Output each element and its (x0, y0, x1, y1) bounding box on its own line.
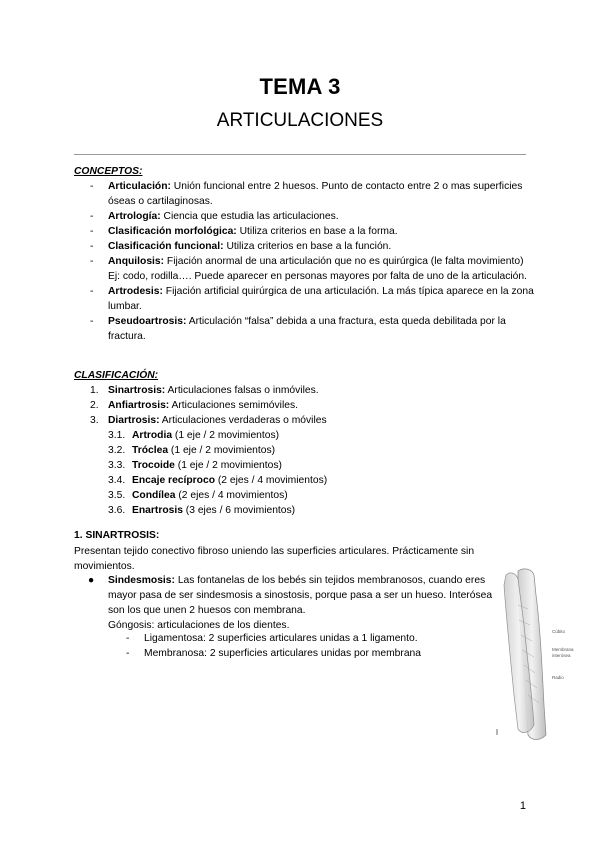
list-item: 1. Sinartrosis: Articulaciones falsas o inmóviles. (90, 385, 319, 396)
forearm-bones-figure (488, 565, 578, 743)
document-title: TEMA 3 (259, 74, 341, 99)
list-item: - Articulación: Unión funcional entre 2 huesos. Punto de contacto entre 2 o mas superficies óseas o cartilaginosas. (90, 181, 523, 207)
page-number: 1 (519, 800, 526, 812)
sindesmosis-bullet: ● Sindesmosis: Las fontanelas de los bebés sin tejidos membranosos, cuando eres mayor pasa de ser sindesmosis a sinostosis, porque pasa a ser un hueso. Interósea son los que unen 2 huesos con membrana. Góngosis: articulaciones de los dientes. (88, 575, 493, 631)
list-item: - Membranosa: 2 superficies articulares unidas por membrana (126, 648, 422, 659)
list-item: 2. Anfiartrosis: Articulaciones semimóviles. (90, 400, 298, 411)
list-item: 3.4. Encaje recíproco (2 ejes / 4 movimientos) (108, 475, 328, 486)
list-item: - Artrodesis: Fijación artificial quirúrgica de una articulación. La más típica aparece en la zona lumbar. (90, 286, 534, 312)
bullet-dot-icon: ● (88, 575, 95, 586)
horizontal-rule (74, 154, 526, 155)
gongosis-text: Góngosis: articulaciones de los dientes. (108, 620, 290, 631)
list-item: 3.3. Trocoide (1 eje / 2 movimientos) (108, 460, 282, 471)
list-item: 3.1. Artrodia (1 eje / 2 movimientos) (108, 430, 280, 441)
sindesmosis-sublist (108, 631, 498, 661)
list-item: 3.5. Condílea (2 ejes / 4 movimientos) (108, 490, 288, 501)
list-item: 3.2. Tróclea (1 eje / 2 movimientos) (108, 445, 276, 456)
list-item: - Anquilosis: Fijación anormal de una articulación que no es quirúrgica (le falta movimiento) Ej: codo, rodilla…. Puede aparecer en personas mayores por falta de uno de la articulación. (90, 256, 527, 282)
conceptos-list (74, 179, 534, 344)
list-item: - Pseudoartrosis: Articulación “falsa” debida a una fractura, esta queda debilitada por la fractura. (90, 316, 506, 342)
list-item: 3.6. Enartrosis (3 ejes / 6 movimientos) (108, 505, 296, 516)
label-cubito: Cúbito (552, 629, 566, 634)
document-subtitle: ARTICULACIONES (216, 110, 384, 131)
list-item: 3. Diartrosis: Articulaciones verdaderas o móviles (90, 415, 327, 426)
list-item: - Clasificación funcional: Utiliza criterios en base a la función. (90, 241, 392, 252)
sinartrosis-intro: Presentan tejido conectivo fibroso uniendo las superficies articulares. Prácticamente sin movimientos. (74, 546, 475, 572)
diartrosis-sublist (74, 428, 534, 518)
clasificacion-heading: CLASIFICACIÓN: (74, 370, 159, 381)
label-membrana: Membrana interósea (552, 647, 574, 658)
list-item: - Clasificación morfológica: Utiliza criterios en base a la forma. (90, 226, 398, 237)
label-radio: Radio (552, 675, 564, 680)
list-item: - Ligamentosa: 2 superficies articulares unidas a 1 ligamento. (126, 633, 418, 644)
list-item: - Artrología: Ciencia que estudia las articulaciones. (90, 211, 339, 222)
conceptos-heading: CONCEPTOS: (74, 166, 143, 177)
sinartrosis-heading: 1. SINARTROSIS: (74, 530, 160, 541)
clasificacion-list (74, 383, 534, 428)
